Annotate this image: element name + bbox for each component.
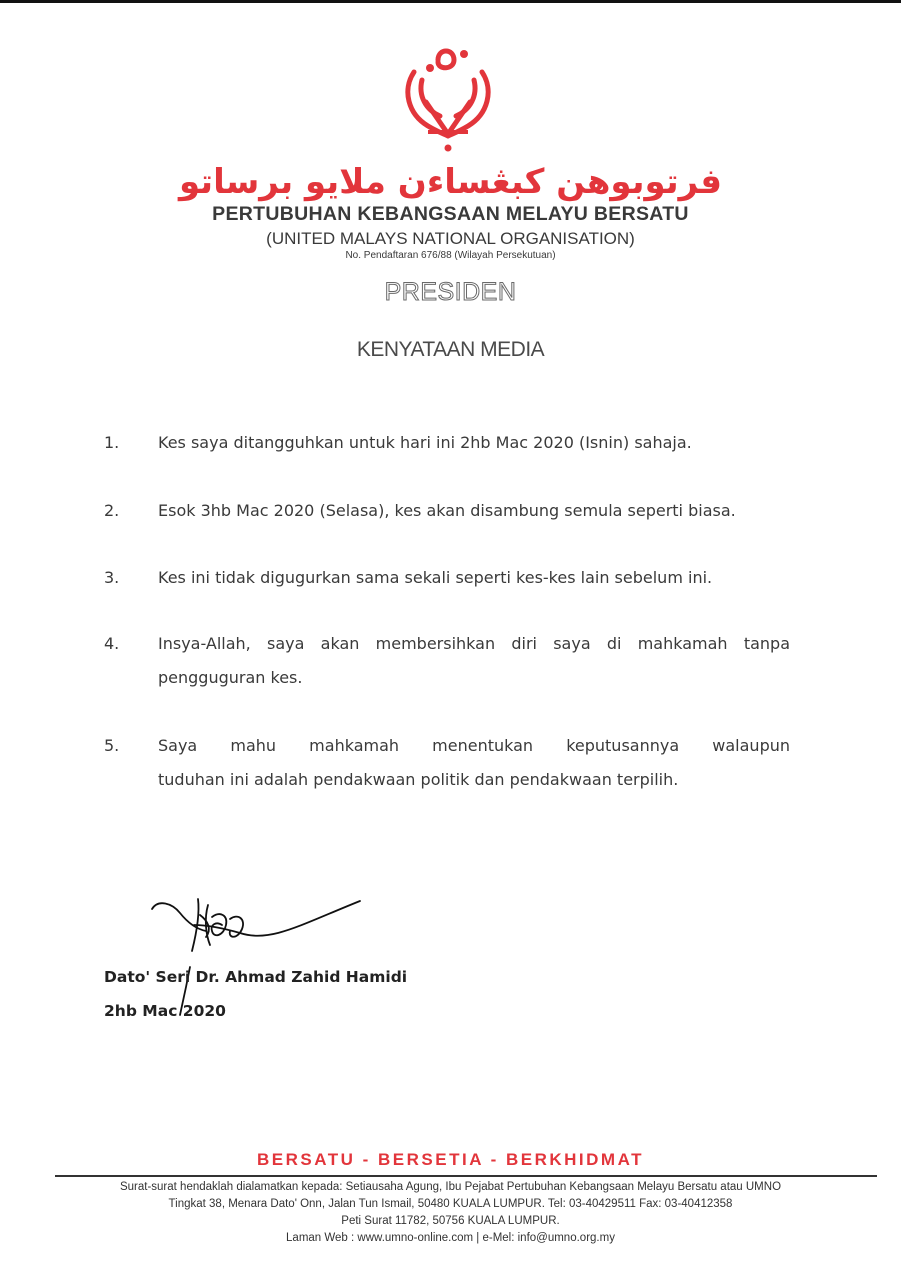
footer-line: Surat-surat hendaklah dialamatkan kepada: Setiausaha Agung, Ibu Pejabat Pertubuhan Kebangsaan Melayu Bersatu atau UMNO xyxy=(119,1181,782,1193)
footer-contact: Laman Web : www.umno-online.com | e-Mel: info@umno.org.my xyxy=(286,1232,615,1244)
item-text-line1: Saya mahu mahkamah menentukan keputusannya walaupun xyxy=(158,736,790,755)
umno-logo-icon xyxy=(388,40,508,160)
motto: BERSATU - BERSETIA - BERKHIDMAT xyxy=(257,1150,644,1169)
footer-divider xyxy=(55,1175,877,1177)
org-name: PERTUBUHAN KEBANGSAAN MELAYU BERSATU xyxy=(212,203,689,225)
item-text: Esok 3hb Mac 2020 (Selasa), kes akan disambung semula seperti biasa. xyxy=(158,501,736,520)
top-border xyxy=(0,0,901,3)
item-text: Kes ini tidak digugurkan sama sekali seperti kes-kes lain sebelum ini. xyxy=(158,568,713,587)
item-text-line2: pengguguran kes. xyxy=(158,668,303,687)
jawi-org-name: فرتوبوهن كبڠساءن ملايو برساتو xyxy=(178,162,723,202)
item-number: 5. xyxy=(104,736,120,755)
item-number: 1. xyxy=(104,433,120,452)
registration-number: No. Pendaftaran 676/88 (Wilayah Persekutuan) xyxy=(345,250,556,261)
footer-line: Tingkat 38, Menara Dato' Onn, Jalan Tun Ismail, 50480 KUALA LUMPUR. Tel: 03-40429511 Fax: 03-40412358 xyxy=(168,1198,733,1210)
office-title: PRESIDEN xyxy=(384,278,517,306)
item-text-line1: Insya-Allah, saya akan membersihkan diri saya di mahkamah tanpa xyxy=(158,634,790,653)
signature-date: 2hb Mac 2020 xyxy=(104,1002,226,1020)
footer-address xyxy=(0,1179,901,1247)
document-title: KENYATAAN MEDIA xyxy=(356,338,545,361)
signatory-name: Dato' Seri Dr. Ahmad Zahid Hamidi xyxy=(104,968,408,986)
item-number: 4. xyxy=(104,634,120,653)
item-number: 3. xyxy=(104,568,120,587)
footer-line: Peti Surat 11782, 50756 KUALA LUMPUR. xyxy=(341,1215,560,1227)
item-text: Kes saya ditangguhkan untuk hari ini 2hb Mac 2020 (Isnin) sahaja. xyxy=(158,433,692,452)
item-text-line2: tuduhan ini adalah pendakwaan politik dan pendakwaan terpilih. xyxy=(158,770,679,789)
org-name-english: (UNITED MALAYS NATIONAL ORGANISATION) xyxy=(266,229,635,248)
item-number: 2. xyxy=(104,501,120,520)
